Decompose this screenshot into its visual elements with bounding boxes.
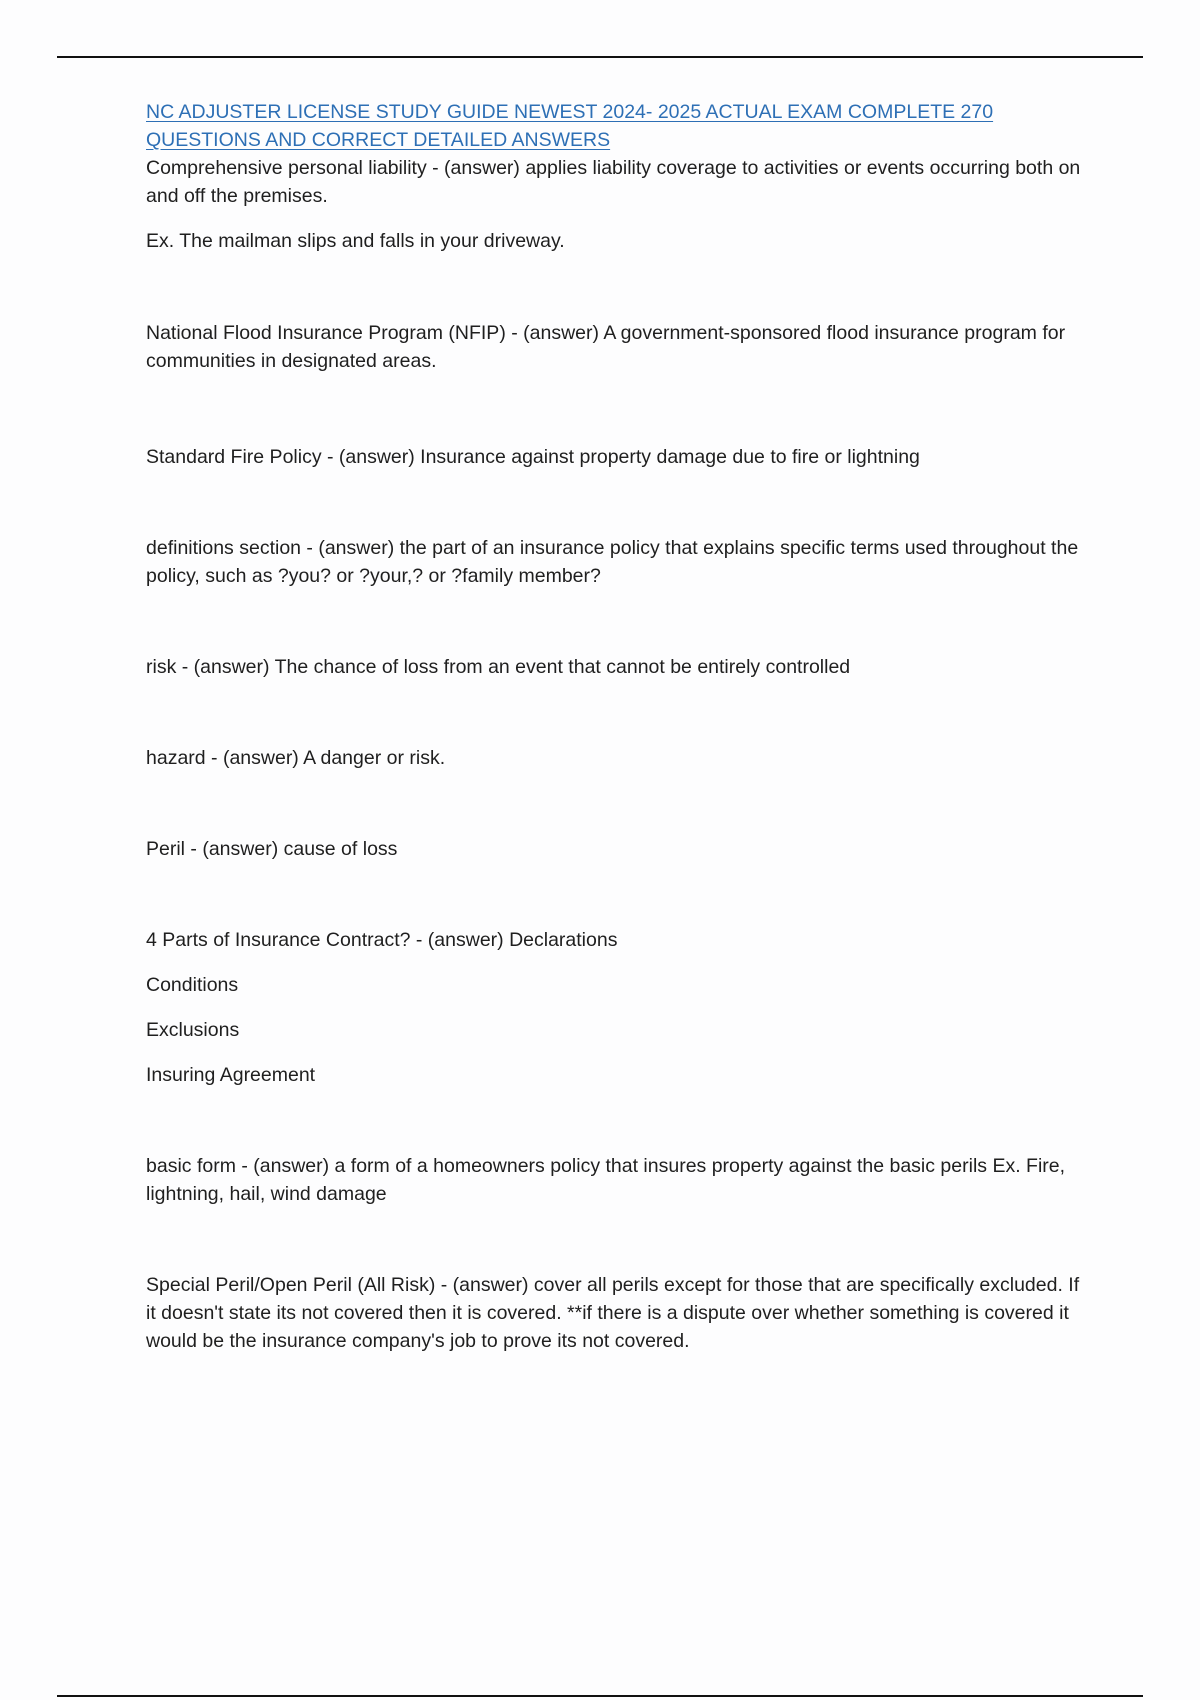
entry-example-line: Ex. The mailman slips and falls in your driveway. xyxy=(146,230,565,252)
footer-rule xyxy=(57,1695,1143,1697)
entry-peril: Peril - (answer) cause of loss xyxy=(146,838,398,860)
document-body xyxy=(146,98,1086,1355)
list-item-exclusions: Exclusions xyxy=(146,1019,240,1041)
entry-hazard: hazard - (answer) A danger or risk. xyxy=(146,747,446,769)
entry-comprehensive-personal-liability: Comprehensive personal liability - (answer) applies liability coverage to activities or events occurring both on and off the premises. xyxy=(146,157,1081,207)
document-title-link[interactable]: NC ADJUSTER LICENSE STUDY GUIDE NEWEST 2024- 2025 ACTUAL EXAM COMPLETE 270 QUESTIONS AND CORRECT DETAILED ANSWERS xyxy=(146,101,994,151)
entry-basic-form: basic form - (answer) a form of a homeowners policy that insures property against the basic perils Ex. Fire, lightning, hail, wind damage xyxy=(146,1155,1066,1205)
entry-standard-fire-policy: Standard Fire Policy - (answer) Insurance against property damage due to fire or lightning xyxy=(146,446,920,468)
list-item-insuring-agreement: Insuring Agreement xyxy=(146,1064,316,1086)
entry-definitions-section: definitions section - (answer) the part of an insurance policy that explains specific terms used throughout the policy, such as ?you? or ?your,? or ?family member? xyxy=(146,537,1079,587)
entry-four-parts-contract: 4 Parts of Insurance Contract? - (answer) Declarations xyxy=(146,929,618,951)
entry-nfip: National Flood Insurance Program (NFIP) - (answer) A government-sponsored flood insurance program for communities in designated areas. xyxy=(146,322,1066,372)
list-item-conditions: Conditions xyxy=(146,974,239,996)
header-rule xyxy=(57,56,1143,58)
entry-special-open-peril: Special Peril/Open Peril (All Risk) - (answer) cover all perils except for those that are specifically excluded. If it doesn't state its not covered then it is covered. **if there is a dispute over whether something is covered it would be the insurance company's job to prove its not covered. xyxy=(146,1274,1080,1352)
entry-risk: risk - (answer) The chance of loss from an event that cannot be entirely controlled xyxy=(146,656,851,678)
